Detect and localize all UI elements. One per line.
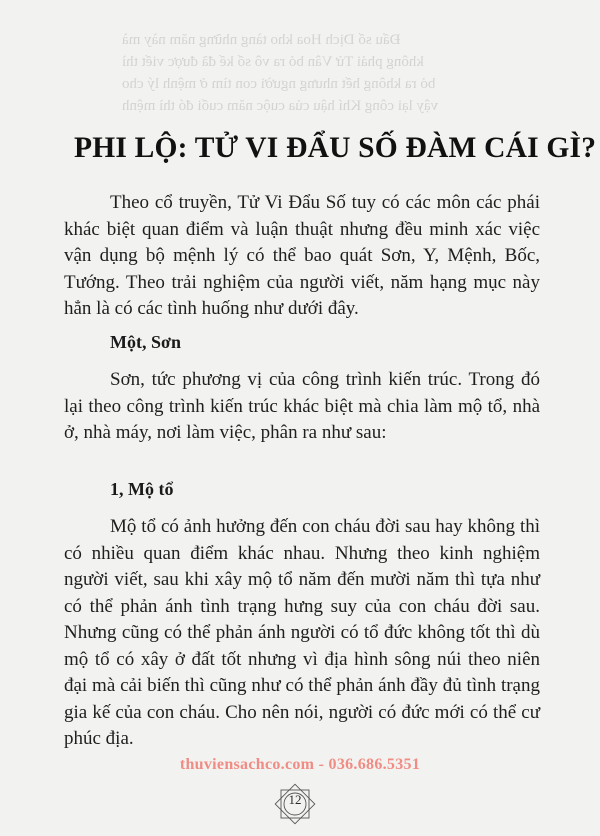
- bleed-line: vậy lại công Khí hậu của cuộc năm cuối đó thì mệnh: [122, 98, 439, 114]
- bleed-line: Đẩu số Dịch Hoa kho tàng những năm này mà: [122, 32, 401, 48]
- page-title: PHI LỘ: TỬ VI ĐẨU SỐ ĐÀM CÁI GÌ?: [74, 132, 597, 164]
- page-number: 12: [288, 792, 302, 807]
- bleed-line: bỏ ra không hết nhưng người con tìm ở mệnh lý cho: [122, 76, 436, 92]
- mo-to-paragraph: Mộ tổ có ảnh hưởng đến con cháu đời sau hay không thì có nhiều quan điểm khác nhau. Nhưng theo kinh nghiệm người viết, sau khi xây mộ tổ năm đến mười năm thì tựa như có thể phản ánh tình trạng hưng suy của con cháu đời sau. Nhưng cũng có thể phản ánh người có tổ đức không tốt thì dù mộ tổ có xây ở đất tốt nhưng vì địa hình sông núi theo niên đại mà cải biến thì cũng như có thể phản ánh đầy đủ tình trạng gia kế của con cháu. Cho nên nói, người có đức mới có thể cư phúc địa.: [64, 516, 540, 749]
- bleed-line: không phải Tử Vân bỏ ra vô số kế đã được viết thì: [122, 54, 424, 70]
- intro-paragraph: Theo cổ truyền, Tử Vi Đẩu Số tuy có các môn các phái khác biệt quan điểm và luận thuật nhưng đều minh xác việc vận dụng bộ mệnh lý có thể bao quát Sơn, Y, Mệnh, Bốc, Tướng. Theo trải nghiệm của người viết, năm hạng mục này hẳn là có các tình huống như dưới đây.: [64, 192, 540, 319]
- son-paragraph: Sơn, tức phương vị của công trình kiến trúc. Trong đó lại theo công trình kiến trúc khác biệt mà chia làm mộ tổ, nhà ở, nhà máy, nơi làm việc, phân ra như sau:: [64, 369, 540, 443]
- watermark: thuviensachco.com - 036.686.5351: [179, 756, 421, 773]
- subsection-heading: 1, Mộ tổ: [110, 479, 174, 499]
- section-heading: Một, Sơn: [110, 332, 181, 352]
- bleed-through-text: [0, 0, 600, 120]
